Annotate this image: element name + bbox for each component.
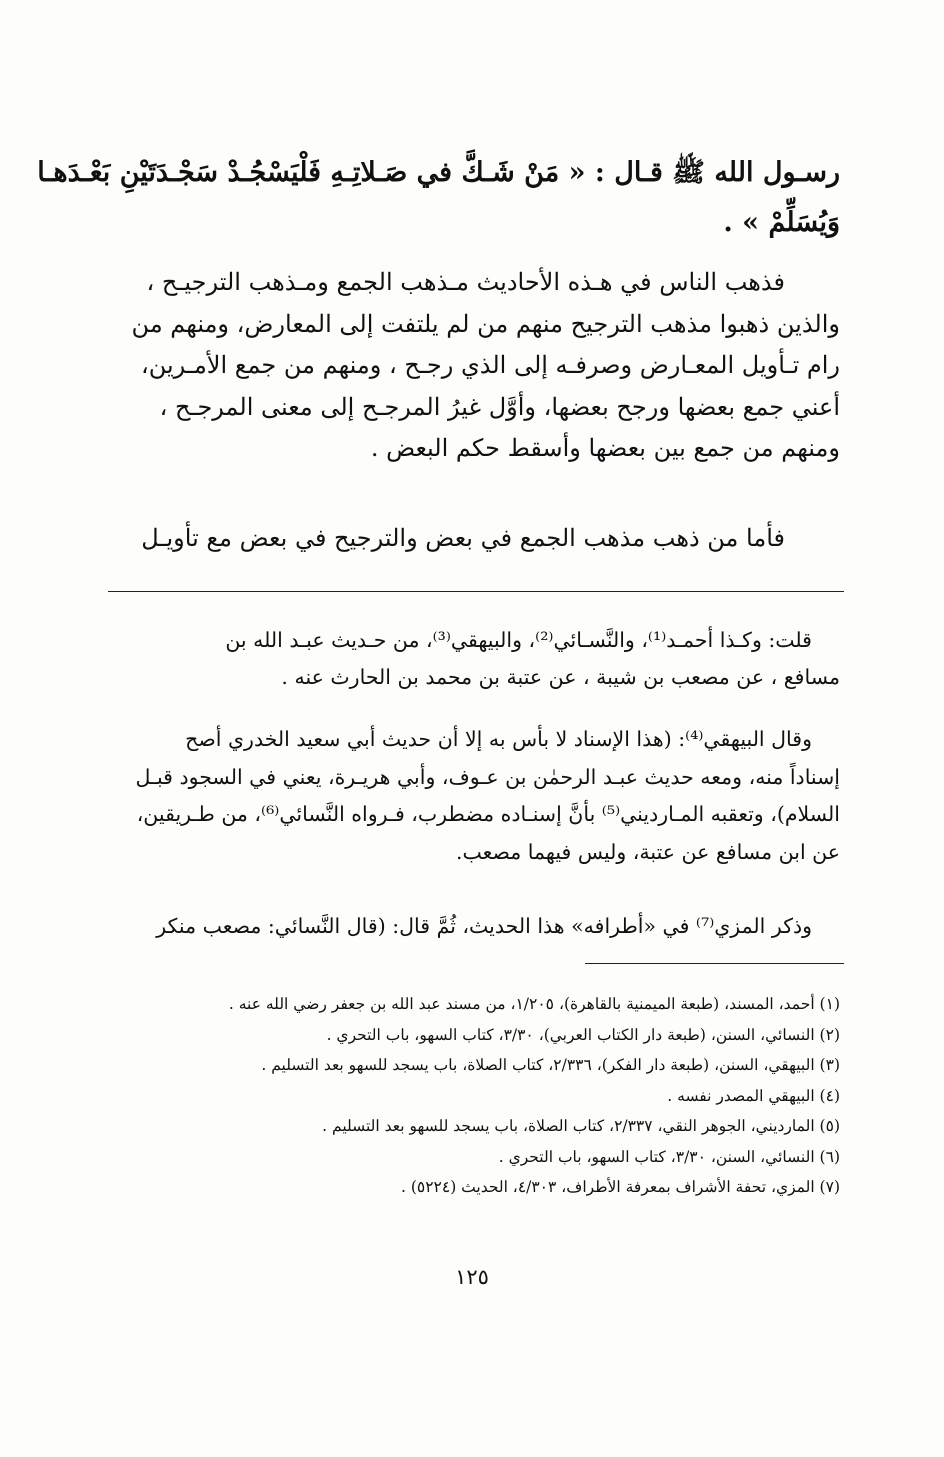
text-line: أعني جمع بعضها ورجح بعضها، وأوَّل غيرُ المرجـح إلى معنى المرجـح ، [159,392,840,421]
main-paragraph [118,262,840,470]
text-line: قلت: وكـذا أحمـد⁽¹⁾، والنَّسـائي⁽²⁾، والبيهقي⁽³⁾، من حـديث عبـد الله بن [225,628,812,652]
text-line: فأما من ذهب مذهب الجمع في بعض والترجيح في بعض مع تأويـل [141,524,785,552]
footnote-item: (٦) النسائي، السنن، ٣/٣٠، كتاب السهو، باب التحري . [498,1147,840,1166]
text-line: السلام)، وتعقبه المـارديني⁽⁵⁾ بأنَّ إسنـاده مضطرب، فـرواه النَّسائي⁽⁶⁾، من طـريقين، [136,802,840,827]
footnote-item: (٥) المارديني، الجوهر النقي، ٢/٣٣٧، كتاب الصلاة، باب يسجد للسهو بعد التسليم . [322,1117,840,1135]
text-line: والذين ذهبوا مذهب الترجيح منهم من لم يلتفت إلى المعارض، ومنهم من [131,309,840,338]
commentary-paragraph [118,908,840,945]
commentary-paragraph [118,622,840,696]
main-paragraph [118,518,840,560]
footnote-item: (٣) البيهقي، السنن، (طبعة دار الفكر)، ٢/٣٣٦، كتاب الصلاة، باب يسجد للسهو بعد التسليم . [261,1056,840,1074]
commentary-paragraph [118,721,840,871]
text-line: وَيُسَلِّمْ » . [723,207,840,238]
text-line: وقال البيهقي⁽⁴⁾: (هذا الإسناد لا بأس به إلا أن حديث أبي سعيد الخدري أصح [185,727,812,751]
text-line: وذكر المزي⁽⁷⁾ في «أطرافه» هذا الحديث، ثُمَّ قال: (قال النَّسائي: مصعب منكر [156,914,812,938]
text-line: عن ابن مسافع عن عتبة، وليس فيهما مصعب. [455,839,840,864]
footnote-item: (٤) البيهقي المصدر نفسه . [667,1086,840,1105]
text-line: فذهب الناس في هـذه الأحاديث مـذهب الجمع ومـذهب الترجيـح ، [146,268,785,296]
text-line: رام تـأويل المعـارض وصرفـه إلى الذي رجـح ، ومنهم من جمع الأمـرين، [140,351,840,379]
footnote-separator [585,963,844,964]
text-line: ومنهم من جمع بين بعضها وأسقط حكم البعض . [370,434,840,462]
page-number: ١٢٥ [455,1265,489,1289]
footnotes-list [118,989,840,1203]
footnote-item: (١) أحمد، المسند، (طبعة الميمنية بالقاهرة)، ١/٢٠٥، من مسند عبد الله بن جعفر رضي الله عنه . [228,995,840,1013]
hadith-text [37,148,840,248]
footnote-item: (٢) النسائي، السنن، (طبعة دار الكتاب العربي)، ٣/٣٠، كتاب السهو، باب التحري . [326,1025,840,1044]
text-line: مسافع ، عن مصعب بن شيبة ، عن عتبة بن محمد بن الحارث عنه . [281,665,840,689]
text-line: رسـول الله ﷺ قـال : « مَنْ شَـكَّ في صَـلاتِـهِ فَلْيَسْجُـدْ سَجْـدَتَيْنِ بَعْـدَهـا [37,157,840,188]
text-line: إسناداً منه، ومعه حديث عبـد الرحمٰن بن عـوف، وأبي هريـرة، يعني في السجود قبـل [135,764,840,789]
footnote-item: (٧) المزي، تحفة الأشراف بمعرفة الأطراف، ٤/٣٠٣، الحديث (٥٢٢٤) . [400,1178,840,1196]
separator-rule [108,591,844,592]
